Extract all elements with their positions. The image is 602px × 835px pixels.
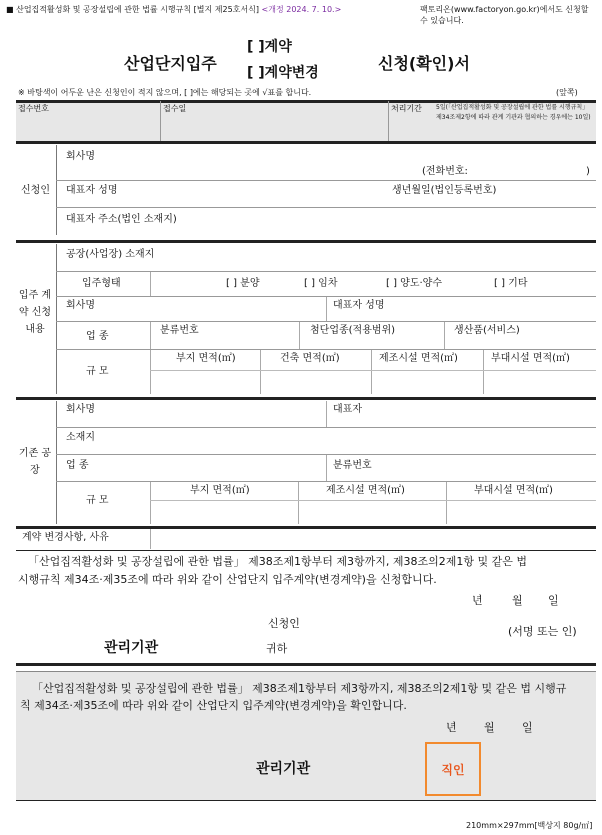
tenancy-advanced-industry: 첨단업종(적용범위) <box>310 325 396 336</box>
applicant-birth-date: 생년월일(법인등록번호) <box>392 185 497 196</box>
existing-manufacturing-area: 제조시설 면적(㎡) <box>326 485 405 496</box>
existing-class-code: 분류번호 <box>333 460 372 471</box>
factoryon-note: 팩토리온(www.factoryon.go.kr)에서도 신청할 수 있습니다. <box>420 5 589 25</box>
option-contract: [ ]계약 <box>247 39 292 55</box>
existing-company-name: 회사명 <box>66 404 95 415</box>
section-existing-factory: 기존 공장 <box>18 448 52 476</box>
fill-notice: ※ 바탕색이 어두운 난은 신청인이 적지 않으며, [ ]에는 해당되는 곳에 √표를 합니다. <box>18 88 312 97</box>
change-reason-label: 계약 변경사항, 사유 <box>22 532 109 543</box>
applicant-ceo-address: 대표자 주소(법인 소재지) <box>66 214 177 225</box>
confirmation-month: 월 <box>484 721 495 734</box>
applicant-company-name: 회사명 <box>66 151 95 162</box>
existing-industry-label: 업 종 <box>66 460 89 471</box>
application-day: 일 <box>548 594 559 607</box>
confirmation-statement-line1: 「산업집적활성화 및 공장설립에 관한 법률」 제38조제1항부터 제3항까지, 제38조의2제1항 및 같은 법 시행규 <box>32 682 567 695</box>
receipt-number-label: 접수번호 <box>18 104 49 113</box>
applicant-phone-label: (전화번호: <box>422 166 468 177</box>
application-statement-line2: 시행규칙 제34조·제35조에 따라 위와 같이 산업단지 입주계약(변경계약)을 신청합니다. <box>18 573 437 586</box>
tenancy-ceo-name: 대표자 성명 <box>333 300 385 311</box>
tenancy-auxiliary-area: 부대시설 면적(㎡) <box>491 353 570 364</box>
receipt-date-label: 접수일 <box>163 104 187 113</box>
form-reference: ■ 산업집적활성화 및 공장설립에 관한 법률 시행규칙 [별지 제25호서식] <개정 2024. 7. 10.> <box>6 5 342 14</box>
section-tenancy-content: 입주 계약 신청 내용 <box>18 290 52 335</box>
tenancy-products: 생산품(서비스) <box>454 325 520 336</box>
addressee-suffix: 귀하 <box>266 642 288 655</box>
application-month: 월 <box>512 594 523 607</box>
confirmation-statement-line2: 칙 제34조·제35조에 따라 위와 같이 산업단지 입주계약(변경계약)을 확인합니다. <box>20 699 407 712</box>
existing-ceo: 대표자 <box>333 404 362 415</box>
title-left: 산업단지입주 <box>124 54 217 73</box>
tenancy-location: 공장(사업장) 소재지 <box>66 249 155 260</box>
official-seal-box <box>425 742 481 796</box>
revision-date: <개정 2024. 7. 10.> <box>261 5 342 14</box>
official-seal-label: 직인 <box>441 762 465 777</box>
tenancy-manufacturing-area: 제조시설 면적(㎡) <box>379 353 458 364</box>
tenancy-site-area: 부지 면적(㎡) <box>176 353 236 364</box>
tenancy-building-area: 건축 면적(㎡) <box>280 353 340 364</box>
tenancy-type-transfer[interactable]: [ ] 양도·양수 <box>386 278 442 289</box>
applicant-sign-label: 신청인 <box>268 617 300 630</box>
application-statement-line1: 「산업집적활성화 및 공장설립에 관한 법률」 제38조제1항부터 제3항까지, 제38조의2제1항 및 같은 법 <box>28 555 527 568</box>
page-side-note: (앞쪽) <box>556 88 578 97</box>
paper-spec: 210mm×297mm[백상지 80g/㎡] <box>466 821 593 830</box>
tenancy-company-name: 회사명 <box>66 300 95 311</box>
applicant-ceo-name: 대표자 성명 <box>66 185 118 196</box>
existing-location: 소재지 <box>66 432 95 443</box>
tenancy-scale-label: 규 모 <box>86 366 109 377</box>
confirmation-day: 일 <box>522 721 533 734</box>
option-contract-change: [ ]계약변경 <box>247 65 319 81</box>
tenancy-type-lease[interactable]: [ ] 임차 <box>304 278 338 289</box>
section-applicant: 신청인 <box>21 185 50 196</box>
processing-period-value: 5일(「산업집적활성화 및 공장설립에 관한 법률 시행규칙」 제34조제2항에 따라 관계 기관과 협의하는 경우에는 10일) <box>436 104 591 121</box>
application-year: 년 <box>472 594 483 607</box>
signature-placeholder: (서명 또는 인) <box>508 625 577 638</box>
existing-auxiliary-area: 부대시설 면적(㎡) <box>474 485 553 496</box>
tenancy-industry-label: 업 종 <box>86 331 109 342</box>
processing-period-label: 처리기간 <box>391 104 422 113</box>
tenancy-type-other[interactable]: [ ] 기타 <box>494 278 528 289</box>
existing-scale-label: 규 모 <box>86 495 109 506</box>
tenancy-class-code: 분류번호 <box>160 325 199 336</box>
confirmation-authority: 관리기관 <box>256 761 311 777</box>
existing-site-area: 부지 면적(㎡) <box>190 485 250 496</box>
tenancy-type-label: 입주형태 <box>82 278 121 289</box>
confirmation-year: 년 <box>446 721 457 734</box>
tenancy-type-sale[interactable]: [ ] 분양 <box>226 278 260 289</box>
title-right: 신청(확인)서 <box>378 54 470 73</box>
application-authority: 관리기관 <box>104 640 159 656</box>
